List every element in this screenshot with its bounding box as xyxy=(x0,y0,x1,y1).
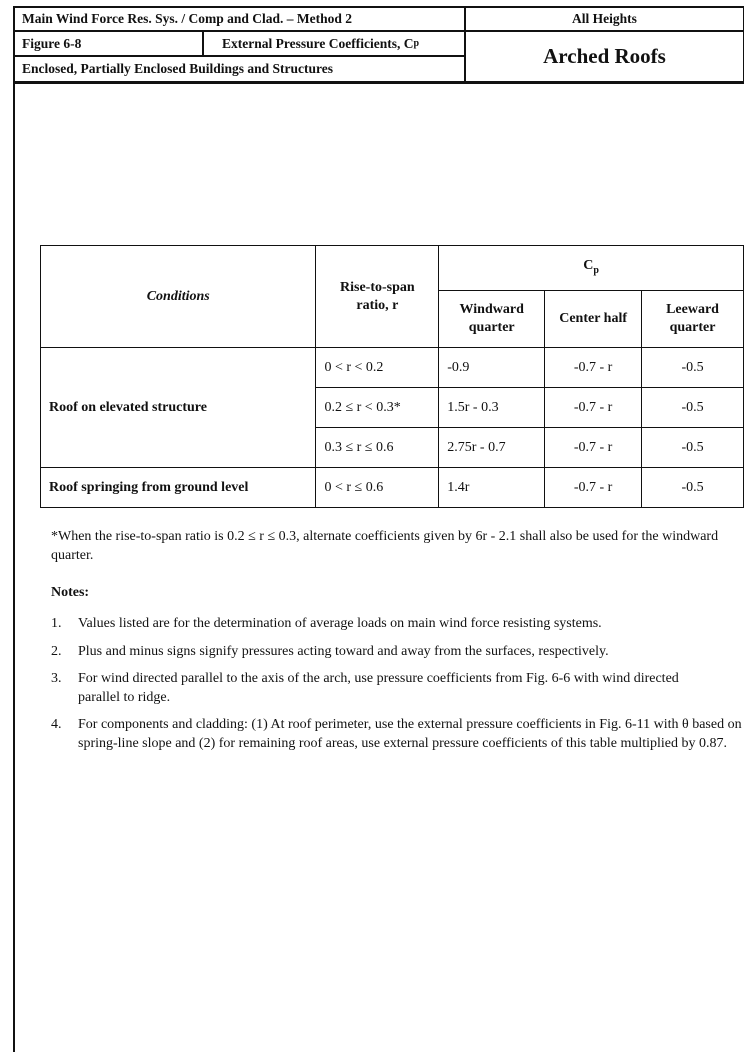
table-row xyxy=(41,468,744,508)
note-text: For components and cladding: (1) At roof perimeter, use the external pressure coefficients in Fig. 6-11 with θ based on spring-line slope and (2) for remaining roof areas, use external pressure coefficients of this table multiplied by 0.87. xyxy=(78,717,742,751)
ground-level-label: Roof springing from ground level xyxy=(41,468,316,508)
note-item xyxy=(51,614,744,633)
note-number: 3. xyxy=(51,671,62,686)
center-cell: -0.7 - r xyxy=(545,348,642,388)
header-figure-number: Figure 6-8 xyxy=(13,31,203,56)
leeward-cell: -0.5 xyxy=(642,388,744,428)
ratio-cell: 0 < r ≤ 0.6 xyxy=(316,468,439,508)
elevated-structure-label: Roof on elevated structure xyxy=(41,348,316,468)
header-figure-title: External Pressure Coefficients, C p xyxy=(203,31,465,56)
note-item xyxy=(51,642,744,661)
note-text: For wind directed parallel to the axis of the arch, use pressure coefficients from Fig. 6-6 with wind directed parallel to ridge. xyxy=(78,671,679,705)
ratio-cell: 0 < r < 0.2 xyxy=(316,348,439,388)
center-cell: -0.7 - r xyxy=(545,428,642,468)
ratio-cell: 0.2 ≤ r < 0.3* xyxy=(316,388,439,428)
note-item xyxy=(51,669,711,707)
note-text: Plus and minus signs signify pressures acting toward and away from the surfaces, respectively. xyxy=(78,644,609,659)
conditions-header: Conditions xyxy=(41,246,316,348)
table-footnote: *When the rise-to-span ratio is 0.2 ≤ r ≤ 0.3, alternate coefficients given by 6r - 2.1 shall also be used for the windward quarter. xyxy=(51,529,719,563)
note-number: 1. xyxy=(51,616,62,631)
windward-header: Windward quarter xyxy=(439,291,545,348)
header-enclosure: Enclosed, Partially Enclosed Buildings and Structures xyxy=(13,56,465,82)
windward-cell: -0.9 xyxy=(439,348,545,388)
note-text: Values listed are for the determination of average loads on main wind force resisting systems. xyxy=(78,616,602,631)
center-cell: -0.7 - r xyxy=(545,468,642,508)
leeward-header: Leeward quarter xyxy=(642,291,744,348)
header-title: Arched Roofs xyxy=(465,31,744,82)
cp-header: $C_p$ xyxy=(439,246,744,291)
center-cell: -0.7 - r xyxy=(545,388,642,428)
header-heights: All Heights xyxy=(465,6,744,31)
ratio-cell: 0.3 ≤ r ≤ 0.6 xyxy=(316,428,439,468)
header-divider xyxy=(13,82,744,84)
windward-cell: 1.4r xyxy=(439,468,545,508)
windward-cell: 1.5r - 0.3 xyxy=(439,388,545,428)
leeward-cell: -0.5 xyxy=(642,428,744,468)
figure-header xyxy=(13,6,744,82)
windward-cell: 2.75r - 0.7 xyxy=(439,428,545,468)
header-method: Main Wind Force Res. Sys. / Comp and Clad. – Method 2 xyxy=(13,6,465,31)
note-number: 4. xyxy=(51,717,62,732)
center-header: Center half xyxy=(545,291,642,348)
notes-heading: Notes: xyxy=(51,585,90,600)
table-row xyxy=(41,348,744,388)
note-item xyxy=(51,715,744,753)
table-header-row xyxy=(41,246,744,291)
leeward-cell: -0.5 xyxy=(642,468,744,508)
leeward-cell: -0.5 xyxy=(642,348,744,388)
note-number: 2. xyxy=(51,644,62,659)
ratio-header: Rise-to-span ratio, r xyxy=(316,246,439,348)
pressure-coefficient-table xyxy=(40,245,744,508)
